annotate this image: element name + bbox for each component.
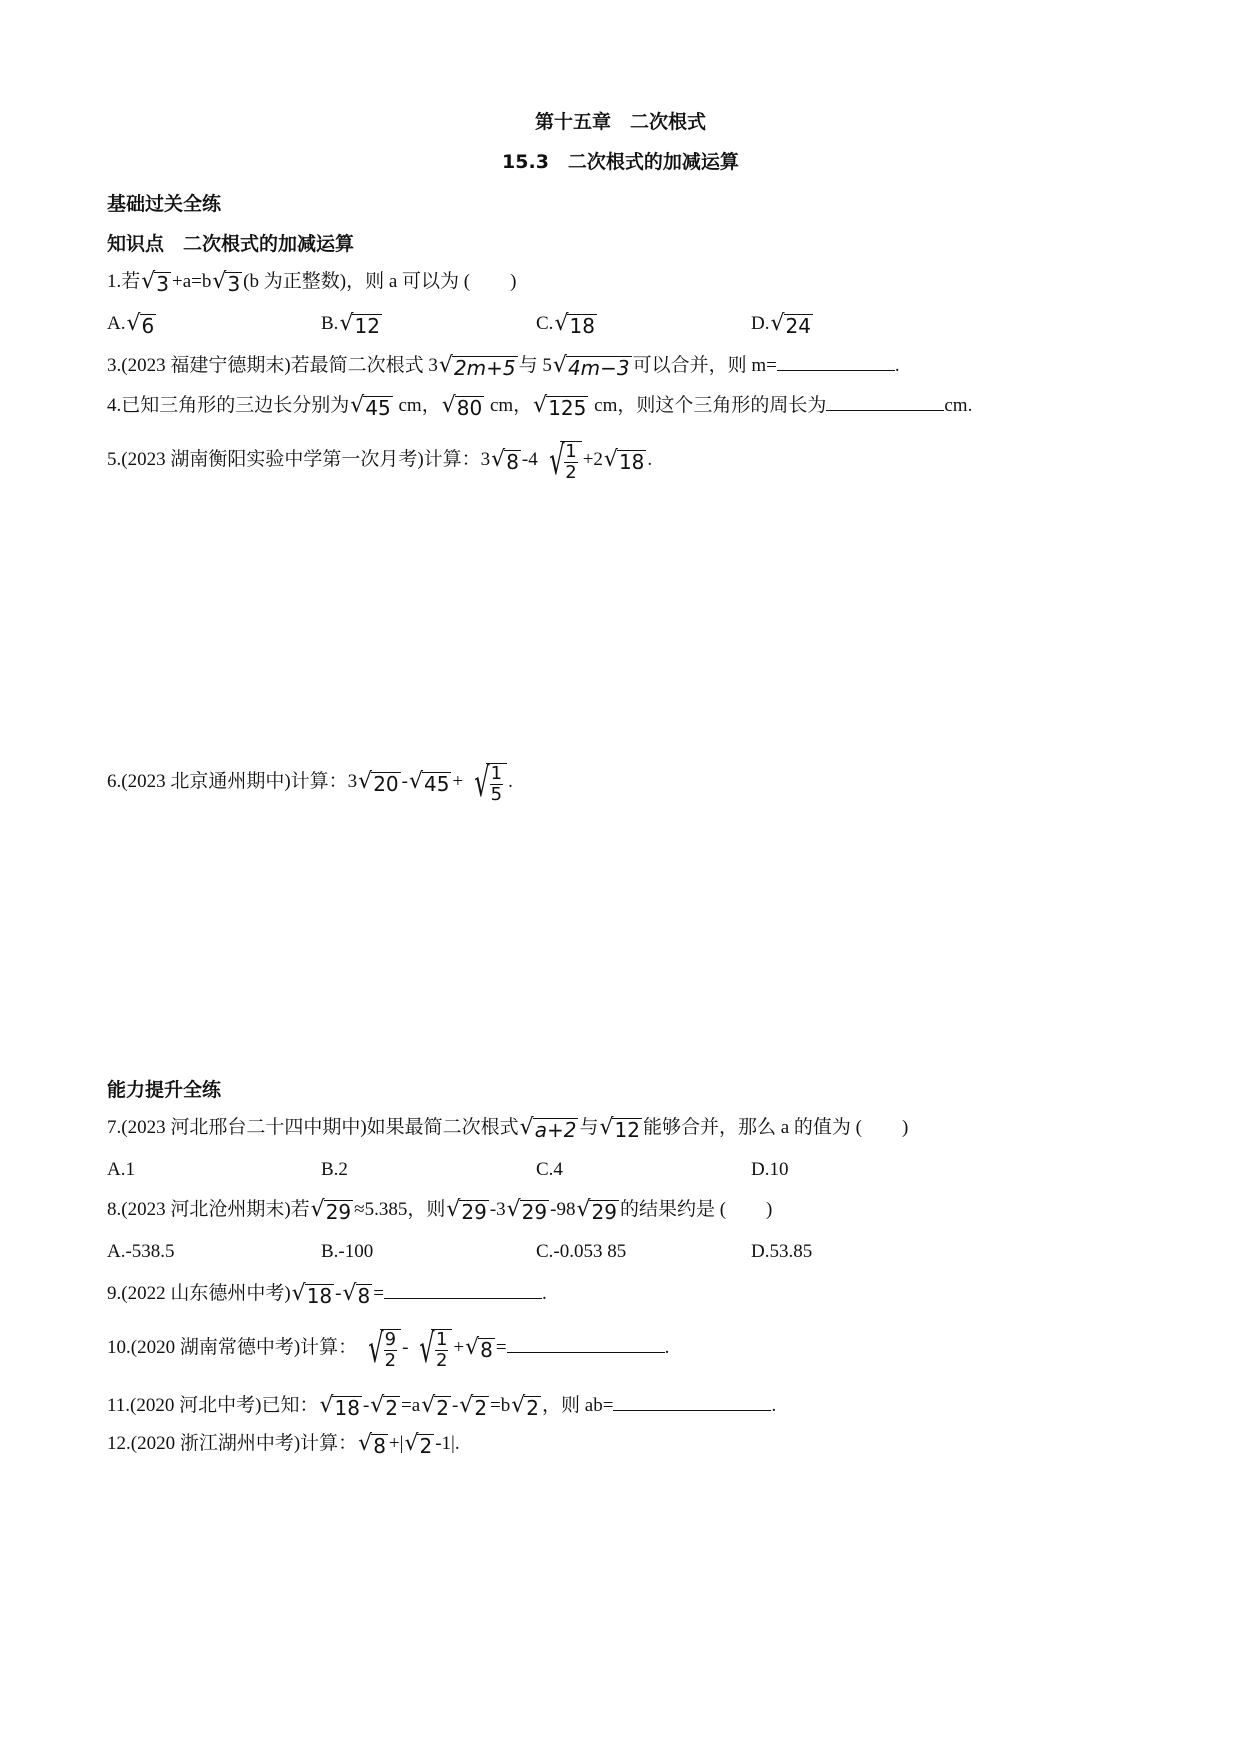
knowledge-heading: 知识点 二次根式的加减运算 [107,233,355,255]
question-6: 6.(2023 北京通州期中)计算：3 √ 20 - √ 45 + √ $\frac{1}{5}$ . [107,759,513,806]
question-4: 4.已知三角形的三边长分别为 √ 45 cm， √ 80 cm， √ 125 cm，则这个三角形的周长为 cm. [107,390,972,420]
question-1: 1.若 √ 3 +a=b √ 3 (b 为正整数)，则 a 可以为 ( ) [107,269,517,297]
q8-option-c[interactable]: C.-0.053 85 [536,1241,627,1262]
question-11: 11.(2020 河北中考)已知： √ 18 - √ 2 =a √ 2 - √ 2 =b √ 2 ，则 ab= . [107,1390,776,1420]
question-7: 7.(2023 河北邢台二十四中期中)如果最简二次根式 √ a+2 与 √ 12 能够合并，那么 a 的值为 ( ) [107,1115,909,1143]
q7-option-b[interactable]: B.2 [321,1159,348,1180]
q8-option-b[interactable]: B.-100 [321,1241,374,1262]
chapter-title: 第十五章 二次根式 [534,111,706,133]
part2-heading: 能力提升全练 [107,1079,222,1101]
answer-blank[interactable] [613,1390,771,1411]
answer-blank[interactable] [507,1332,665,1353]
answer-blank[interactable] [384,1278,542,1299]
q1-option-b[interactable]: B. √ 12 [321,311,380,339]
answer-blank[interactable] [826,390,944,411]
q1-option-c[interactable]: C. √ 18 [536,311,595,339]
question-10: 10.(2020 湖南常德中考)计算： √ $\frac{9}{2}$ - √ $\frac{1}{2}$ + √ 8 = . [107,1325,670,1372]
question-9: 9.(2022 山东德州中考) √ 18 - √ 8 = . [107,1278,547,1308]
answer-blank[interactable] [777,350,895,371]
section-title: 15.3 二次根式的加减运算 [502,151,739,173]
q7-option-c[interactable]: C.4 [536,1159,563,1180]
question-3: 3.(2023 福建宁德期末)若最简二次根式 3 √ 2m+5 与 5 √ 4m−3 可以合并，则 m= . [107,350,900,380]
q8-option-a[interactable]: A.-538.5 [107,1241,175,1262]
sqrt-expression: √ 3 [212,269,241,297]
question-5: 5.(2023 湖南衡阳实验中学第一次月考)计算：3 √ 8 -4 √ $\frac{1}{2}$ +2 √ 18 . [107,437,653,484]
q7-option-a[interactable]: A.1 [107,1159,135,1180]
sqrt-expression: √ 3 [141,269,170,297]
q8-option-d[interactable]: D.53.85 [751,1241,813,1262]
question-8: 8.(2023 河北沧州期末)若 √ 29 ≈5.385，则 √ 29 -3 √ 29 -98 √ 29 的结果约是 ( ) [107,1197,773,1225]
question-12: 12.(2020 浙江湖州中考)计算： √ 8 +| √ 2 -1|. [107,1431,460,1459]
q7-option-d[interactable]: D.10 [751,1159,789,1180]
q1-option-a[interactable]: A. √ 6 [107,311,155,339]
part1-heading: 基础过关全练 [107,193,222,215]
q1-option-d[interactable]: D. √ 24 [751,311,811,339]
